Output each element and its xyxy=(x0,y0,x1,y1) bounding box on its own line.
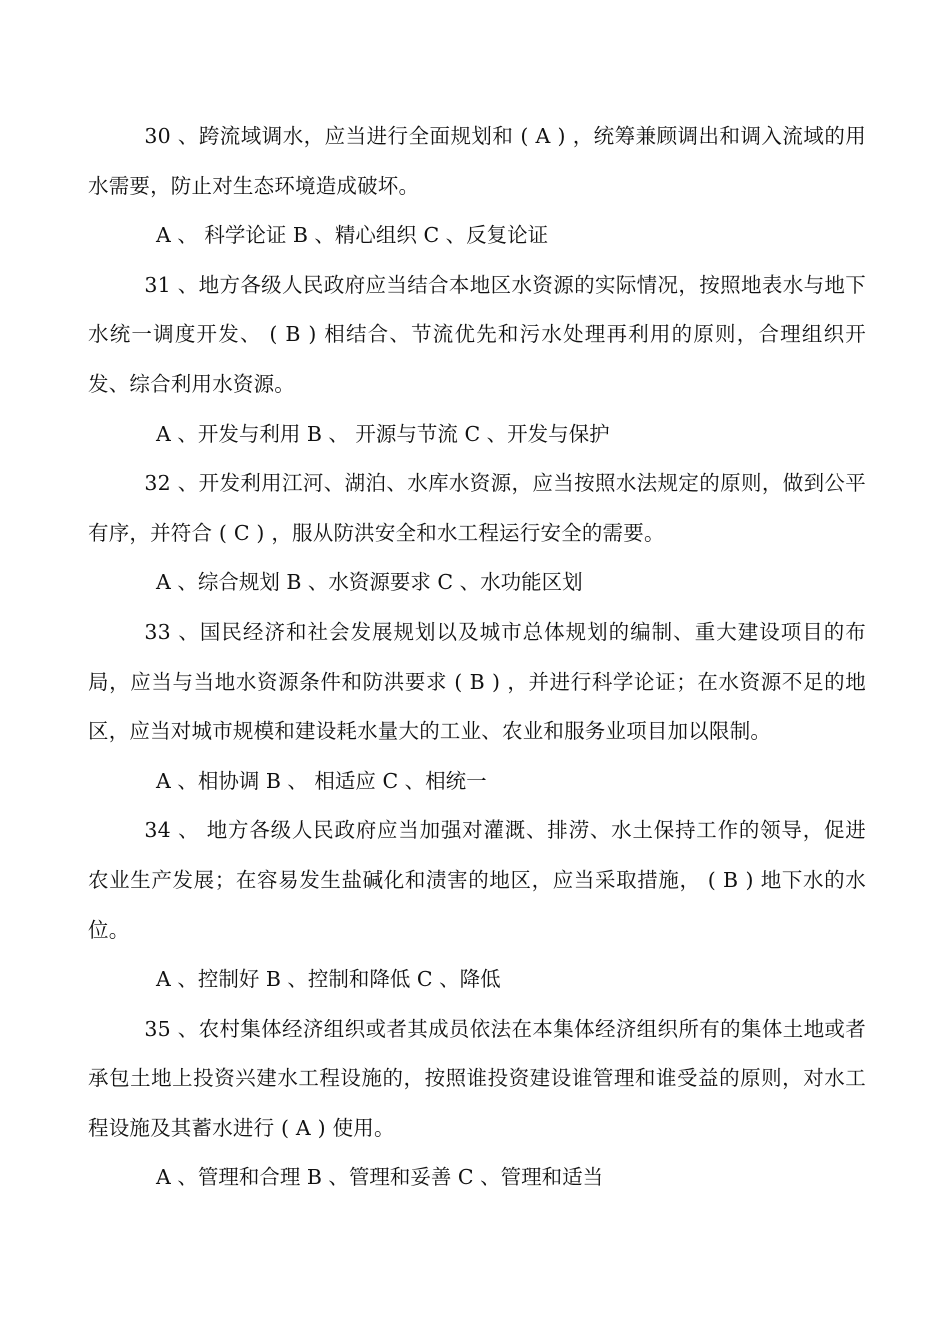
answer-options: A 、控制好 B 、控制和降低 C 、降低 xyxy=(156,967,501,992)
question-31 xyxy=(88,261,866,459)
question-30 xyxy=(88,112,866,261)
answer-options: A 、相协调 B 、 相适应 C 、相统一 xyxy=(156,768,487,793)
answer-options: A 、 科学论证 B 、精心组织 C 、反复论证 xyxy=(156,223,549,248)
question-text: 35 、农村集体经济组织或者其成员依法在本集体经济组织所有的集体土地或者承包土地上投资兴建水工程设施的，按照谁投资建设谁管理和谁受益的原则，对水工程设施及其蓄水进行 ( A ) 使用。 xyxy=(88,1016,866,1140)
question-33 xyxy=(88,608,866,806)
question-text: 32 、开发利用江河、湖泊、水库水资源，应当按照水法规定的原则，做到公平有序，并符合 ( C ) ，服从防洪安全和水工程运行安全的需要。 xyxy=(88,471,866,545)
question-text: 34 、 地方各级人民政府应当加强对灌溉、排涝、水土保持工作的领导，促进农业生产发展；在容易发生盐碱化和渍害的地区，应当采取措施， ( B ) 地下水的水位。 xyxy=(88,818,866,942)
question-35 xyxy=(88,1005,866,1203)
answer-options: A 、管理和合理 B 、管理和妥善 C 、管理和适当 xyxy=(156,1165,604,1190)
question-text: 30 、跨流域调水，应当进行全面规划和 ( A ) ，统筹兼顾调出和调入流域的用水需要，防止对生态环境造成破坏。 xyxy=(88,124,866,198)
question-list xyxy=(88,112,866,1203)
question-34 xyxy=(88,806,866,1004)
question-32 xyxy=(88,459,866,608)
question-text: 33 、国民经济和社会发展规划以及城市总体规划的编制、重大建设项目的布局，应当与当地水资源条件和防洪要求 ( B ) ，并进行科学论证；在水资源不足的地区，应当对城市规模和建设耗水量大的工业、农业和服务业项目加以限制。 xyxy=(88,619,866,744)
question-text: 31 、地方各级人民政府应当结合本地区水资源的实际情况，按照地表水与地下水统一调度开发、 ( B ) 相结合、节流优先和污水处理再利用的原则，合理组织开发、综合利用水资源。 xyxy=(88,272,866,396)
answer-options: A 、开发与利用 B 、 开源与节流 C 、开发与保护 xyxy=(156,421,610,446)
answer-options: A 、综合规划 B 、水资源要求 C 、水功能区划 xyxy=(156,570,583,595)
